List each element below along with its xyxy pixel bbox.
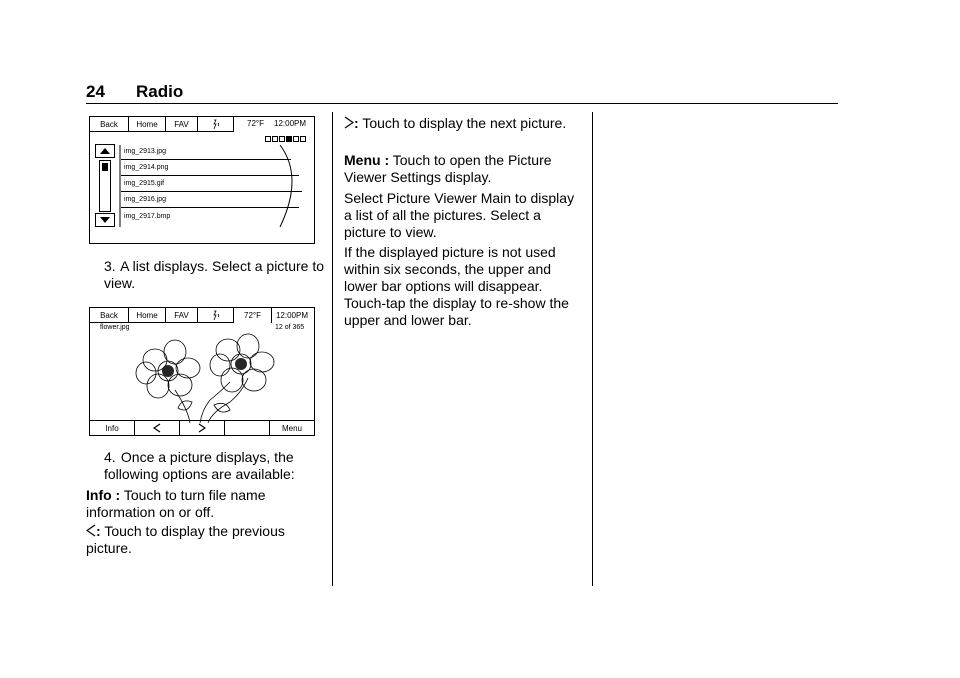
option-next (344, 115, 584, 132)
file-item[interactable]: img_2913.jpg (121, 144, 291, 160)
home-button[interactable]: Home (129, 117, 166, 132)
paragraph-bar-timeout: If the displayed picture is not used within six seconds, the upper and lower bar options will disappear. Touch-tap the display to re-show the upper and lower bar. (344, 244, 569, 328)
chevron-left-icon (86, 524, 96, 537)
option-previous (86, 523, 326, 557)
option-info (86, 487, 326, 521)
picture-counter: 12 of 365 (275, 324, 305, 331)
step-4-number: 4. (104, 449, 116, 465)
voice-recognition-icon[interactable] (198, 308, 234, 323)
option-info-desc: Touch to turn file name information on or off. (86, 487, 266, 520)
file-item[interactable]: img_2915.gif (121, 176, 302, 192)
step-4-text: Once a picture displays, the following options are available: (104, 449, 295, 482)
temperature: 72°F (247, 119, 264, 128)
column-divider-left (332, 112, 333, 586)
next-button[interactable] (180, 421, 225, 435)
screen-file-list (89, 116, 315, 244)
chevron-right-icon (344, 116, 354, 129)
fav-button[interactable]: FAV (166, 117, 198, 132)
column-divider-right (592, 112, 593, 586)
option-menu (344, 152, 584, 186)
chevron-left-icon (153, 423, 161, 433)
step-3-number: 3. (104, 258, 116, 274)
fav-button[interactable]: FAV (166, 308, 198, 323)
screen2-bottom-bar (90, 420, 314, 435)
clock: 12:00PM (275, 311, 309, 320)
screen-picture-view (89, 307, 315, 436)
back-button[interactable]: Back (90, 308, 129, 323)
page-header (86, 82, 183, 102)
flower-picture (130, 330, 290, 423)
chevron-right-icon (198, 423, 206, 433)
file-name: flower.jpg (100, 324, 130, 331)
info-button[interactable]: Info (90, 421, 135, 435)
home-button[interactable]: Home (129, 308, 166, 323)
header-rule (86, 103, 838, 104)
page-number: 24 (86, 82, 105, 101)
back-button[interactable]: Back (90, 117, 129, 132)
clock: 12:00PM (274, 119, 307, 128)
step-4 (104, 449, 329, 483)
step-3 (104, 258, 324, 292)
option-menu-desc: Touch to open the Picture Viewer Settings display. (344, 152, 552, 185)
file-item[interactable]: img_2914.png (121, 160, 299, 176)
option-next-term: : (354, 115, 359, 131)
option-info-term: Info : (86, 487, 121, 503)
option-previous-desc: Touch to display the previous picture. (86, 523, 285, 556)
screen2-top-bar (90, 308, 312, 323)
file-item[interactable]: img_2917.bmp (124, 212, 171, 220)
empty-slot (225, 421, 270, 435)
section-title: Radio (136, 82, 184, 101)
step-3-text: A list displays. Select a picture to view. (104, 258, 324, 291)
previous-button[interactable] (135, 421, 180, 435)
menu-button[interactable]: Menu (281, 423, 302, 433)
option-menu-term: Menu : (344, 152, 390, 168)
file-item[interactable]: img_2916.jpg (121, 192, 299, 208)
paragraph-picture-viewer-main: Select Picture Viewer Main to display a list of all the pictures. Select a picture to view. (344, 190, 575, 240)
temperature: 72°F (234, 308, 272, 323)
option-previous-term: : (96, 523, 101, 539)
option-next-desc: Touch to display the next picture. (362, 115, 567, 131)
